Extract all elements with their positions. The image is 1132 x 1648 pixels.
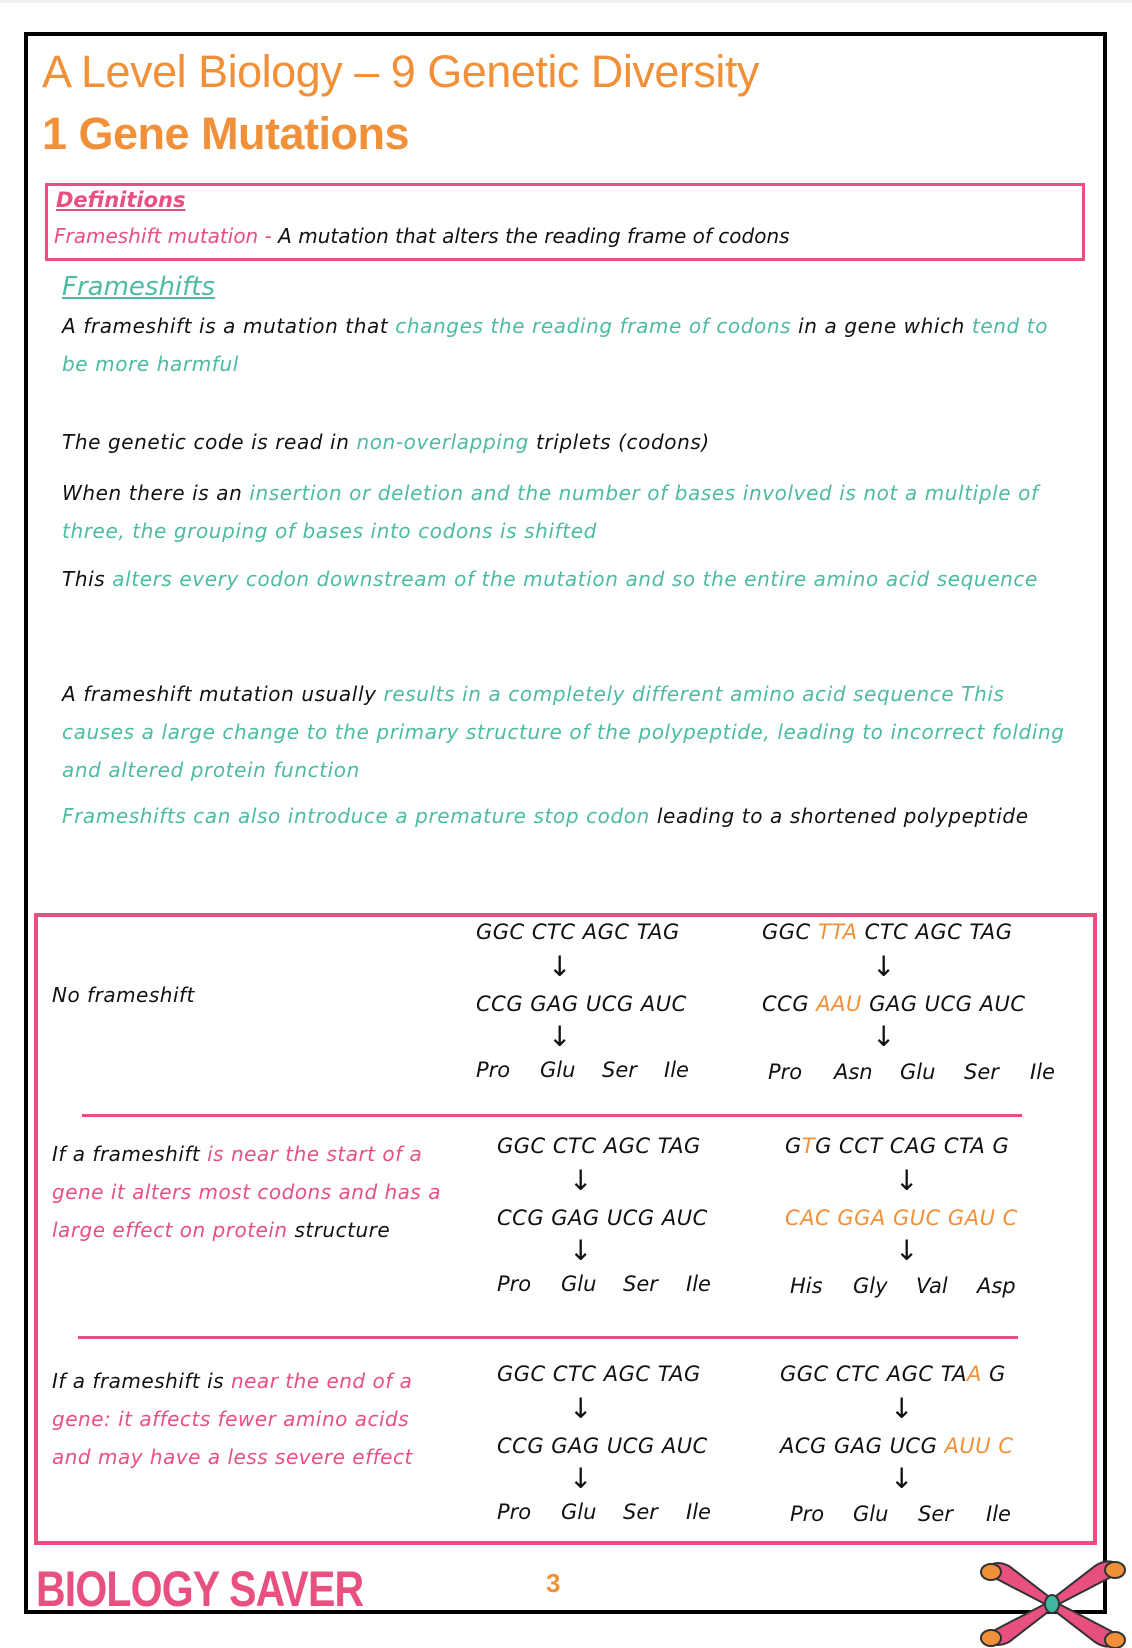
paragraph-2 [62, 474, 1072, 550]
amino-acid: Glu [853, 1502, 889, 1526]
original-mrna: CCG GAG UCG AUC [476, 992, 687, 1016]
arrow-down-icon: ↓ [895, 1164, 919, 1197]
base-segment: TTA [817, 920, 858, 944]
arrow-down-icon: ↓ [569, 1462, 593, 1495]
amino-acid: Pro [768, 1060, 803, 1084]
arrow-down-icon: ↓ [872, 950, 896, 983]
label-text: is near the start of a gene it alters most codons and has a large effect on protein [52, 1142, 441, 1242]
amino-acid: Ser [918, 1502, 953, 1526]
arrow-down-icon: ↓ [548, 950, 572, 983]
amino-acid: Pro [476, 1058, 511, 1082]
definition-separator: - [258, 224, 279, 248]
definitions-box [45, 183, 1085, 261]
amino-acid: Val [916, 1274, 948, 1298]
original-dna: GGC CTC AGC TAG [476, 920, 680, 944]
example-label [52, 1362, 452, 1476]
mutated-dna [762, 920, 1013, 944]
amino-acid: Pro [497, 1272, 532, 1296]
base-segment: CAC GGA GUC GAU C [785, 1206, 1018, 1230]
amino-acid: Glu [900, 1060, 936, 1084]
amino-acid: Ser [623, 1272, 658, 1296]
paragraph-text: changes the reading frame of codons [395, 314, 792, 338]
arrow-down-icon: ↓ [569, 1164, 593, 1197]
amino-acid: Asp [977, 1274, 1016, 1298]
amino-acid: Pro [497, 1500, 532, 1524]
base-segment: AUU C [944, 1434, 1014, 1458]
paragraph-text: in a gene which [791, 314, 972, 338]
base-segment: T [801, 1134, 816, 1158]
base-segment: GGC CTC AGC TA [780, 1362, 967, 1386]
amino-acid: Asn [834, 1060, 873, 1084]
arrow-down-icon: ↓ [569, 1234, 593, 1267]
paragraph-text: The genetic code is read in [62, 430, 357, 454]
paragraph-3 [62, 560, 1072, 598]
paragraph-text: triplets (codons) [528, 430, 710, 454]
amino-acid: Ile [986, 1502, 1011, 1526]
label-text: No frameshift [52, 983, 195, 1007]
arrow-down-icon: ↓ [548, 1020, 572, 1053]
paragraph-text: A frameshift mutation usually [62, 682, 384, 706]
label-text: If a frameshift is [52, 1369, 231, 1393]
amino-acid: Glu [561, 1272, 597, 1296]
amino-acid: Ile [664, 1058, 689, 1082]
paragraph-4 [62, 675, 1072, 789]
base-segment: G [785, 1134, 802, 1158]
base-segment: CTC AGC TAG [857, 920, 1013, 944]
amino-acid: Ile [686, 1272, 711, 1296]
paragraph-text: When there is an [62, 481, 250, 505]
amino-acid: Pro [790, 1502, 825, 1526]
base-segment: CCG [762, 992, 817, 1016]
base-segment: G [981, 1362, 1006, 1386]
base-segment: A [966, 1362, 982, 1386]
definition-row [54, 224, 790, 248]
amino-acid: Ile [686, 1500, 711, 1524]
amino-acid: Ser [623, 1500, 658, 1524]
definition-term: Frameshift mutation [54, 224, 259, 248]
amino-acid: Ser [964, 1060, 999, 1084]
example-label [52, 976, 432, 1014]
definitions-heading: Definitions [56, 188, 186, 212]
paragraph-0 [62, 307, 1072, 383]
arrow-down-icon: ↓ [895, 1234, 919, 1267]
amino-acid: Ser [602, 1058, 637, 1082]
page-number: 3 [546, 1568, 561, 1598]
paragraph-text: A frameshift is a mutation that [62, 314, 396, 338]
paragraph-5 [62, 797, 1072, 835]
divider [82, 1114, 1022, 1117]
paragraph-text: alters every codon downstream of the mutation and so the entire amino acid sequence [112, 567, 1038, 591]
top-edge [0, 0, 1132, 3]
paragraph-text: This [62, 567, 113, 591]
original-mrna: CCG GAG UCG AUC [497, 1434, 708, 1458]
original-dna: GGC CTC AGC TAG [497, 1362, 701, 1386]
base-segment: AAU [816, 992, 862, 1016]
page-title: A Level Biology – 9 Genetic Diversity [42, 46, 759, 97]
amino-acid: Ile [1030, 1060, 1055, 1084]
base-segment: GGC [762, 920, 818, 944]
paragraph-text: insertion or deletion and the number of bases involved is not a multiple of three, the grouping of bases into codons is shifted [62, 481, 1039, 543]
label-text: If a frameshift [52, 1142, 208, 1166]
divider [78, 1336, 1018, 1339]
arrow-down-icon: ↓ [872, 1020, 896, 1053]
base-segment: G CCT CAG CTA G [815, 1134, 1010, 1158]
brand-logo: BIOLOGY SAVER [36, 1561, 364, 1617]
base-segment: ACG GAG UCG [780, 1434, 945, 1458]
paragraph-text: leading to a shortened polypeptide [649, 804, 1029, 828]
paragraph-1 [62, 423, 1072, 461]
paragraph-text: non-overlapping [356, 430, 529, 454]
mutated-mrna [762, 992, 1026, 1016]
mutated-dna [780, 1362, 1006, 1386]
paragraph-text: results in a completely different amino acid sequence This causes a large change to the primary structure of the polypeptide, leading to incorrect folding and altered protein function [62, 682, 1065, 782]
amino-acid: Gly [853, 1274, 888, 1298]
label-text: near the end of a gene: it affects fewer amino acids and may have a less severe effect [52, 1369, 413, 1469]
original-dna: GGC CTC AGC TAG [497, 1134, 701, 1158]
chromosome-icon [975, 1560, 1130, 1648]
arrow-down-icon: ↓ [890, 1392, 914, 1425]
definition-meaning: A mutation that alters the reading frame of codons [278, 224, 790, 248]
arrow-down-icon: ↓ [890, 1462, 914, 1495]
mutated-mrna [780, 1434, 1014, 1458]
page-subtitle: 1 Gene Mutations [42, 108, 410, 159]
mutated-mrna [785, 1206, 1018, 1230]
label-text: structure [287, 1218, 391, 1242]
amino-acid: Glu [540, 1058, 576, 1082]
original-mrna: CCG GAG UCG AUC [497, 1206, 708, 1230]
paragraph-text: tend to be more harmful [62, 314, 1049, 376]
paragraph-text: Frameshifts can also introduce a premature stop codon [62, 804, 650, 828]
arrow-down-icon: ↓ [569, 1392, 593, 1425]
amino-acid: His [790, 1274, 823, 1298]
amino-acid: Glu [561, 1500, 597, 1524]
section-heading: Frameshifts [62, 272, 216, 302]
base-segment: GAG UCG AUC [861, 992, 1026, 1016]
example-label [52, 1135, 452, 1249]
mutated-dna [785, 1134, 1009, 1158]
